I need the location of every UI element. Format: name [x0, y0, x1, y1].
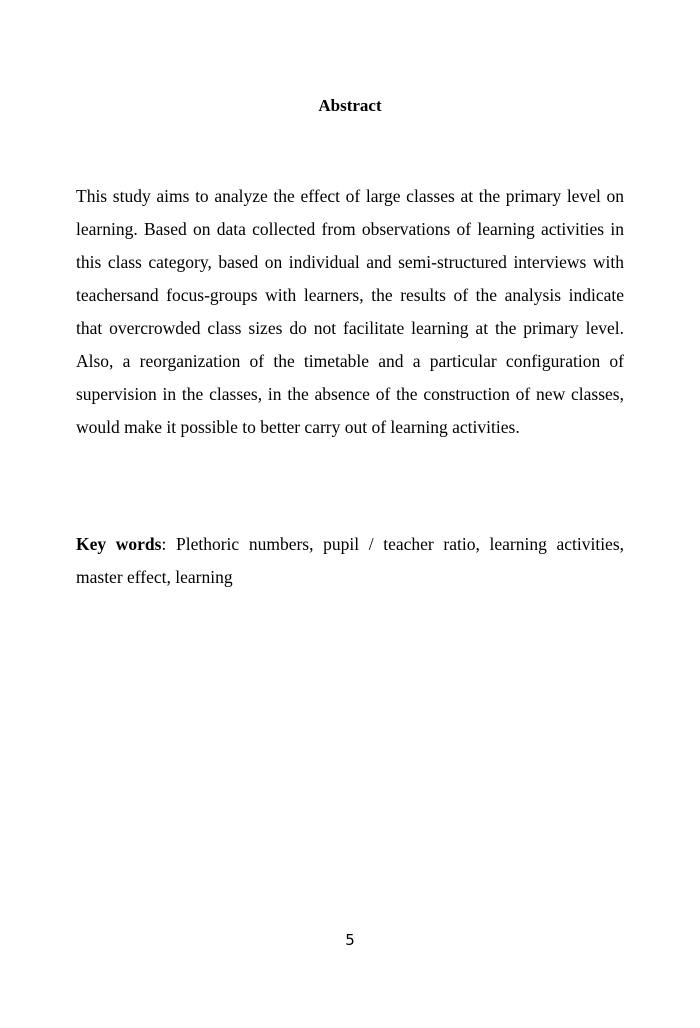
abstract-body: This study aims to analyze the effect of large classes at the primary level on learning. Based on data collected from observations of learning activities in this class category, based on individual and semi-structured interviews with teachersand focus-groups with learners, the results of the analysis indicate that overcrowded class sizes do not facilitate learning at the primary level. Also, a reorganization of the timetable and a particular configuration of supervision in the classes, in the absence of the construction of new classes, would make it possible to better carry out of learning activities.	[76, 186, 624, 437]
keywords-paragraph	[76, 528, 624, 594]
keywords-label: Key words	[76, 534, 162, 554]
abstract-heading: Abstract	[318, 96, 382, 115]
keywords-text: Plethoric numbers, pupil / teacher ratio, learning activities, master effect, learning	[76, 534, 625, 587]
page-number: 5	[345, 931, 355, 949]
keywords-separator: :	[161, 534, 167, 554]
